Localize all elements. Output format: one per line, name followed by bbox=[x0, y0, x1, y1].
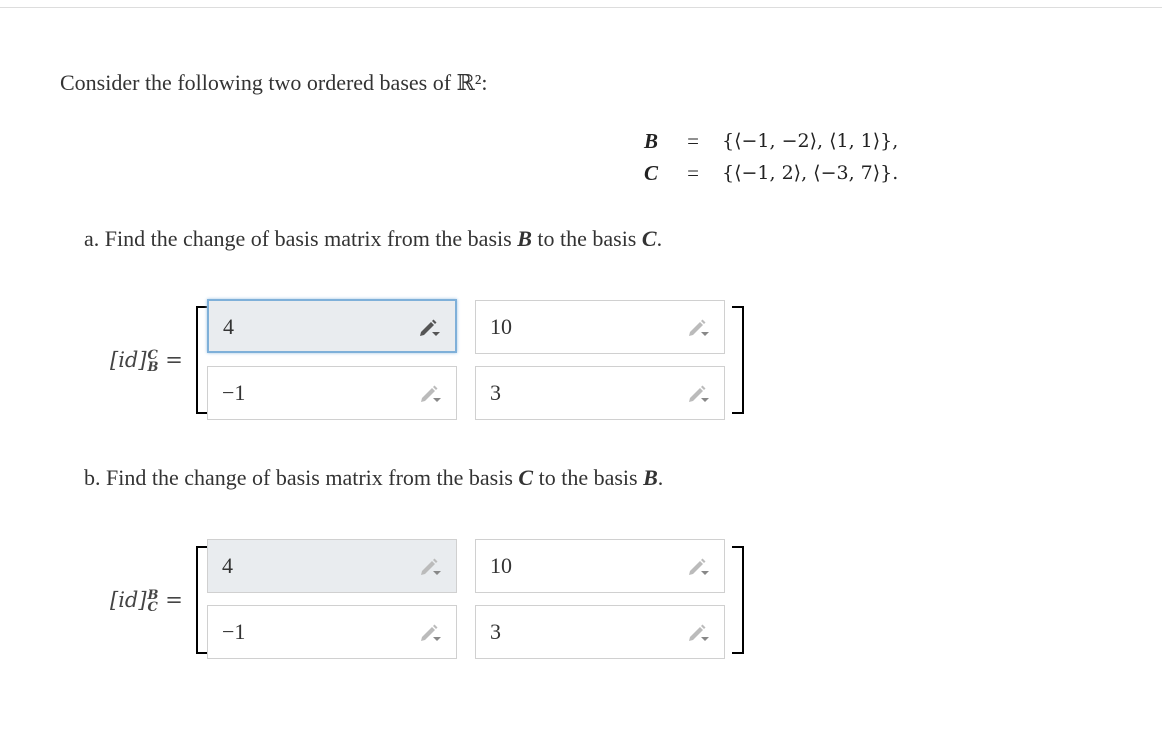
pencil-dropdown-icon[interactable] bbox=[686, 556, 710, 578]
matrix-b-label: [id] B C = bbox=[110, 587, 183, 615]
matrix-a-cell-r1c1[interactable]: 4 bbox=[207, 299, 457, 353]
matrix-b-right-bracket bbox=[732, 546, 744, 654]
pencil-dropdown-icon[interactable] bbox=[686, 622, 710, 644]
basis-c-equals: = bbox=[687, 161, 699, 185]
part-b-question: b. Find the change of basis matrix from the basis C to the basis B. bbox=[84, 465, 664, 490]
problem-intro: Consider the following two ordered bases of ℝ²: bbox=[60, 70, 488, 95]
basis-c-value: {⟨−1, 2⟩, ⟨−3, 7⟩}. bbox=[722, 162, 899, 184]
matrix-a-cell-r2c2[interactable]: 3 bbox=[475, 366, 725, 420]
matrix-b-cell-r2c1[interactable]: −1 bbox=[207, 605, 457, 659]
matrix-a-cell-r1c2[interactable]: 10 bbox=[475, 300, 725, 354]
matrix-b-cell-r1c1[interactable]: 4 bbox=[207, 539, 457, 593]
matrix-a-cell-r2c1[interactable]: −1 bbox=[207, 366, 457, 420]
part-a-question: a. Find the change of basis matrix from the basis B to the basis C. bbox=[84, 226, 663, 251]
pencil-dropdown-icon[interactable] bbox=[417, 317, 441, 339]
pencil-dropdown-icon[interactable] bbox=[418, 556, 442, 578]
matrix-a-label: [id] C B = bbox=[110, 347, 183, 375]
top-divider bbox=[0, 7, 1162, 8]
pencil-dropdown-icon[interactable] bbox=[686, 317, 710, 339]
matrix-b-cell-r1c2[interactable]: 10 bbox=[475, 539, 725, 593]
pencil-dropdown-icon[interactable] bbox=[686, 383, 710, 405]
basis-b-value: {⟨−1, −2⟩, ⟨1, 1⟩}, bbox=[722, 130, 899, 152]
matrix-b-cell-r2c2[interactable]: 3 bbox=[475, 605, 725, 659]
pencil-dropdown-icon[interactable] bbox=[418, 383, 442, 405]
pencil-dropdown-icon[interactable] bbox=[418, 622, 442, 644]
basis-b-equals: = bbox=[687, 129, 699, 153]
basis-b-symbol: B bbox=[643, 129, 658, 153]
basis-c-symbol: C bbox=[643, 161, 658, 185]
matrix-a-right-bracket bbox=[732, 306, 744, 414]
